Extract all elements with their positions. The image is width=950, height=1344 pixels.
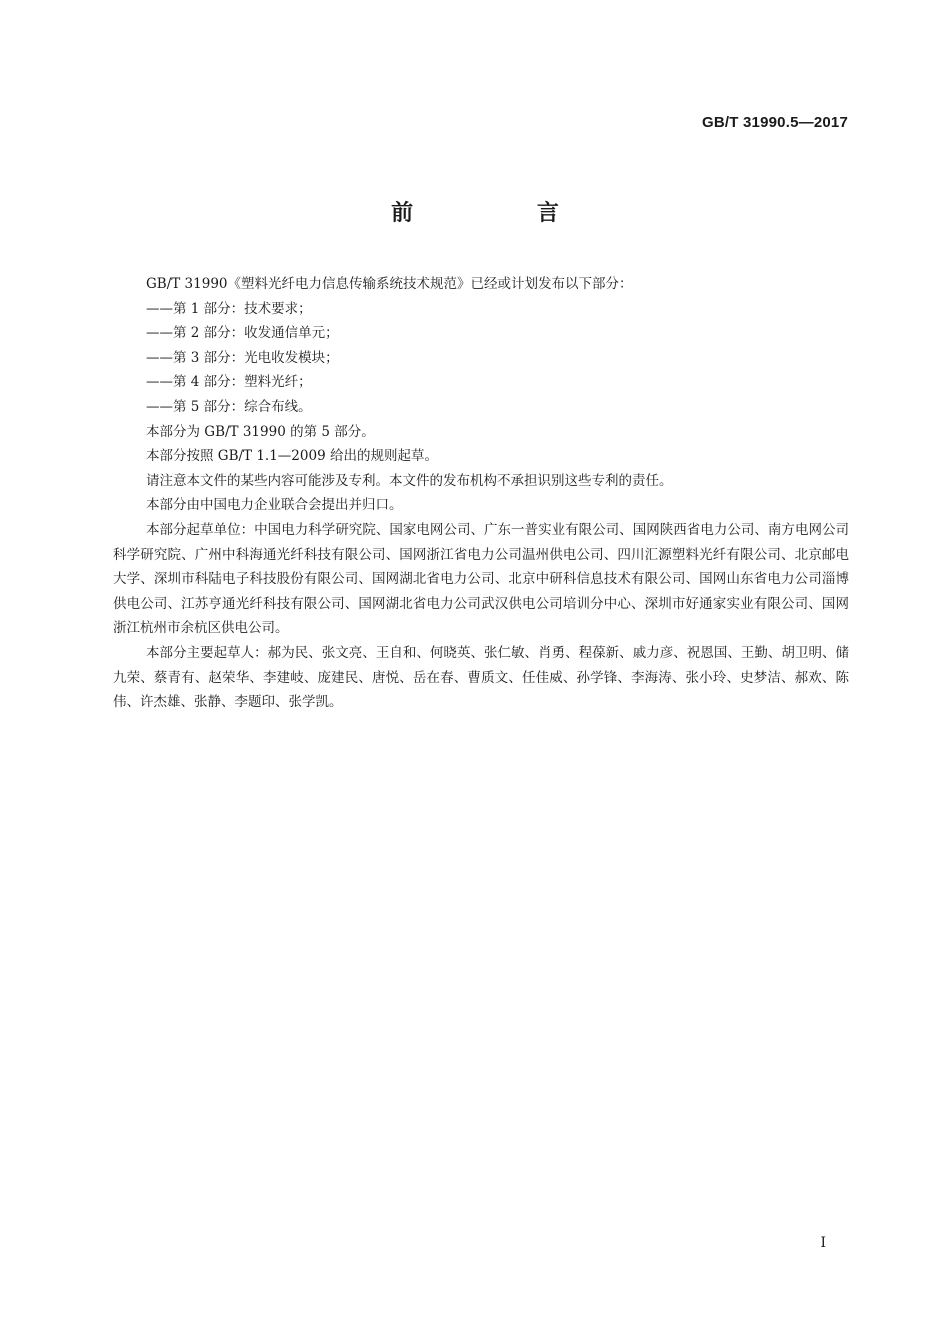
page-title: 前 言 xyxy=(391,201,617,226)
paragraph-drafters: 本部分主要起草人：郝为民、张文亮、王自和、何晓英、张仁敏、肖勇、程葆新、戚力彦、祝恩国、王勤、胡卫明、储九荣、蔡青有、赵荣华、李建岐、庞建民、唐悦、岳在春、曹质文、任佳威、孙学锋、李海涛、张小玲、史梦洁、郝欢、陈伟、许杰雄、张静、李题印、张学凯。 xyxy=(113,644,849,711)
paragraph-patent-notice: 请注意本文件的某些内容可能涉及专利。本文件的发布机构不承担识别这些专利的责任。 xyxy=(146,472,673,489)
paragraph-part-statement: 本部分为 GB/T 31990 的第 5 部分。 xyxy=(146,423,375,440)
paragraph-drafting-units: 本部分起草单位：中国电力科学研究院、国家电网公司、广东一普实业有限公司、国网陕西省电力公司、南方电网公司科学研究院、广州中科海通光纤科技有限公司、国网浙江省电力公司温州供电公司、四川汇源塑料光纤有限公司、北京邮电大学、深圳市科陆电子科技股份有限公司、国网湖北省电力公司、北京中研科信息技术有限公司、国网山东省电力公司淄博供电公司、江苏亨通光纤科技有限公司、国网湖北省电力公司武汉供电公司培训分中心、深圳市好通家实业有限公司、国网浙江杭州市余杭区供电公司。 xyxy=(113,521,849,637)
list-item-part-1: ——第 1 部分：技术要求； xyxy=(146,300,312,317)
paragraph-drafting-rules: 本部分按照 GB/T 1.1—2009 给出的规则起草。 xyxy=(146,448,438,465)
paragraph-intro: GB/T 31990《塑料光纤电力信息传输系统技术规范》已经或计划发布以下部分： xyxy=(146,276,633,292)
list-item-part-3: ——第 3 部分：光电收发模块； xyxy=(146,349,339,366)
standard-code: GB/T 31990.5—2017 xyxy=(702,114,848,131)
list-item-part-4: ——第 4 部分：塑料光纤； xyxy=(146,374,312,391)
list-item-part-5: ——第 5 部分：综合布线。 xyxy=(146,398,312,415)
page-number: I xyxy=(820,1235,826,1251)
document-body xyxy=(113,272,849,715)
list-item-part-2: ——第 2 部分：收发通信单元； xyxy=(146,325,339,342)
paragraph-proposer: 本部分由中国电力企业联合会提出并归口。 xyxy=(146,497,403,514)
